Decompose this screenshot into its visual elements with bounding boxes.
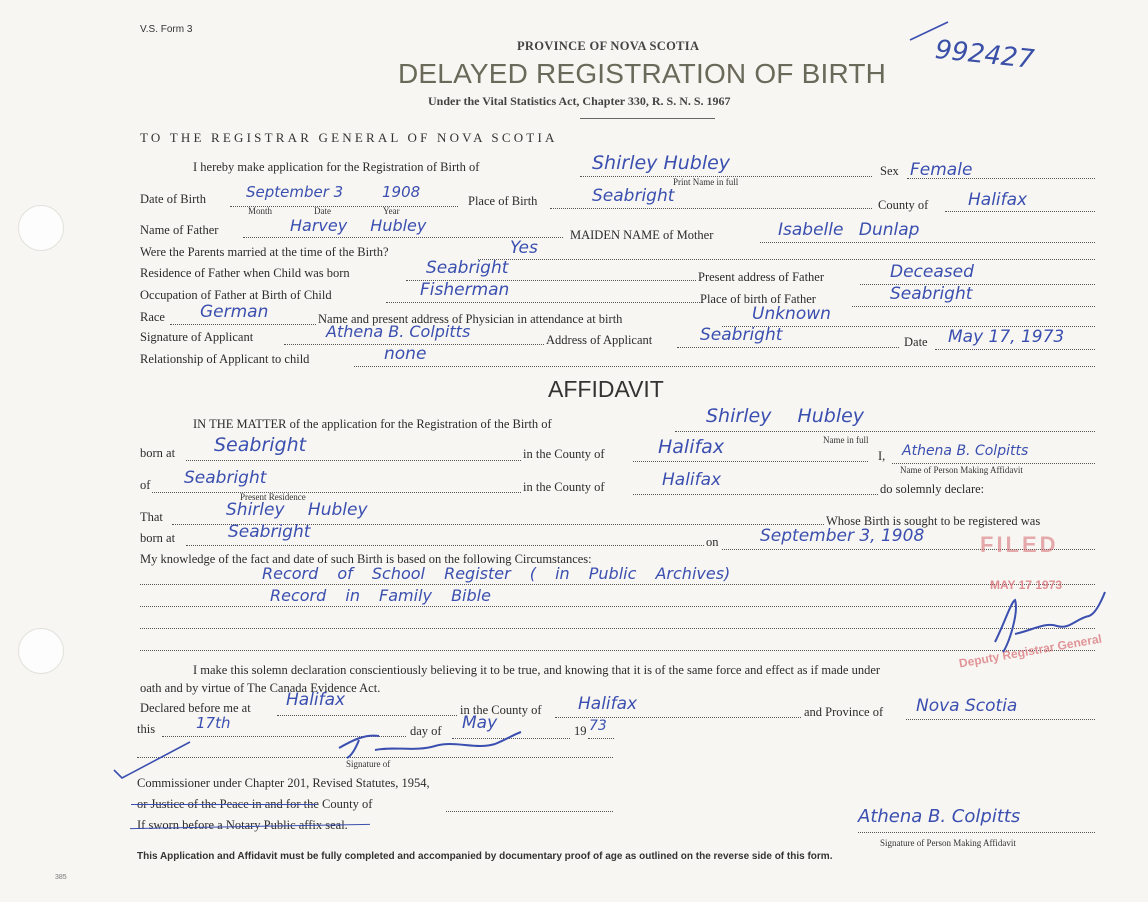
year-hint: Year xyxy=(383,206,400,216)
matter-label: IN THE MATTER of the application for the Registration of the Birth of xyxy=(193,417,552,431)
registrar-signature-icon xyxy=(985,582,1111,662)
dob-label: Date of Birth xyxy=(140,192,206,206)
father-label: Name of Father xyxy=(140,223,219,237)
solemn-line-2: oath and by virtue of The Canada Evidence Act. xyxy=(140,681,381,695)
father-birthplace-label: Place of birth of Father xyxy=(700,292,816,306)
race-label: Race xyxy=(140,310,165,324)
dotted-line xyxy=(633,494,878,495)
dotted-line xyxy=(152,492,521,493)
knowledge-label: My knowledge of the fact and date of such Birth is based on the following Circumstances: xyxy=(140,552,592,566)
dotted-line xyxy=(935,349,1095,350)
occupation-value: Fisherman xyxy=(420,280,510,300)
born-at-label: born at xyxy=(140,446,176,460)
date-label: Date xyxy=(904,335,928,349)
justice-label: or Justice of the Peace in and for the County of xyxy=(137,797,373,811)
date-hint: Date xyxy=(314,206,331,216)
day-of-label: day of xyxy=(410,724,442,738)
dotted-line xyxy=(675,431,1095,432)
dotted-line xyxy=(633,461,868,462)
sex-value: Female xyxy=(910,160,973,180)
commissioner-label: Commissioner under Chapter 201, Revised Statutes, 1954, xyxy=(137,776,430,790)
declared-label: Declared before me at xyxy=(140,701,251,715)
year-prefix: 19 xyxy=(574,724,587,738)
stamp-date: MAY 17 1973 xyxy=(990,578,1063,592)
dotted-line xyxy=(140,628,1095,629)
that-name: Shirley Hubley xyxy=(226,500,368,520)
dotted-line xyxy=(550,208,872,209)
present-residence-hint: Present Residence xyxy=(240,492,306,502)
dotted-line xyxy=(277,715,457,716)
county-value: Halifax xyxy=(658,436,725,458)
punch-hole xyxy=(18,205,64,251)
signature-of-label: Signature of xyxy=(346,759,391,769)
child-name: Shirley Hubley xyxy=(592,152,731,174)
commissioner-signature-icon xyxy=(335,728,525,760)
declarant-signature: Athena B. Colpitts xyxy=(858,806,1021,827)
county-label: in the County of xyxy=(460,703,542,717)
dotted-line xyxy=(446,811,613,812)
mother-name: Isabelle Dunlap xyxy=(778,220,920,240)
married-label: Were the Parents married at the time of the Birth? xyxy=(140,245,389,259)
day-value: 17th xyxy=(196,714,231,732)
checkmark-icon xyxy=(112,740,192,780)
dotted-line xyxy=(945,211,1095,212)
married-value: Yes xyxy=(510,238,538,258)
declare-label: do solemnly declare: xyxy=(880,482,985,496)
dotted-line xyxy=(858,832,1095,833)
declarant-name: Athena B. Colpitts xyxy=(902,443,1029,459)
intro-label: I hereby make application for the Registration of Birth of xyxy=(193,160,480,174)
of-label: of xyxy=(140,478,151,492)
affidavit-heading: AFFIDAVIT xyxy=(548,376,664,402)
occupation-label: Occupation of Father at Birth of Child xyxy=(140,288,332,302)
dotted-line xyxy=(588,738,614,739)
applicant-address-label: Address of Applicant xyxy=(546,333,653,347)
dotted-line xyxy=(354,366,1095,367)
race-value: German xyxy=(200,302,269,322)
dotted-line xyxy=(140,606,1095,607)
footer-note: This Application and Affidavit must be fully completed and accompanied by documentary proof of age as outlined on the reverse side of this form. xyxy=(137,851,833,862)
matter-name: Shirley Hubley xyxy=(706,405,865,427)
province-heading: PROVINCE OF NOVA SCOTIA xyxy=(517,39,700,53)
county-label: in the County of xyxy=(523,480,605,494)
declarant-signature-hint: Signature of Person Making Affidavit xyxy=(880,838,1016,848)
province-value: Nova Scotia xyxy=(916,696,1018,716)
application-date: May 17, 1973 xyxy=(948,327,1065,347)
province-label: and Province of xyxy=(804,705,884,719)
physician-value: Unknown xyxy=(752,304,831,324)
whose-birth-label: Whose Birth is sought to be registered was xyxy=(826,514,1041,528)
sex-label: Sex xyxy=(880,164,899,178)
mother-label: MAIDEN NAME of Mother xyxy=(570,228,714,242)
print-name-hint: Print Name in full xyxy=(673,177,739,187)
place-label: Place of Birth xyxy=(468,194,538,208)
relationship-label: Relationship of Applicant to child xyxy=(140,352,310,366)
dotted-line xyxy=(186,545,704,546)
on-label: on xyxy=(706,535,719,549)
form-number: V.S. Form 3 xyxy=(140,24,193,35)
physician-label: Name and present address of Physician in attendance at birth xyxy=(318,312,623,326)
registrar-address: TO THE REGISTRAR GENERAL OF NOVA SCOTIA xyxy=(140,130,558,145)
dotted-line xyxy=(478,259,1095,260)
father-birthplace-value: Seabright xyxy=(890,284,973,304)
dotted-line xyxy=(677,347,899,348)
serial-number: 992427 xyxy=(933,34,1036,76)
county-value: Halifax xyxy=(662,470,722,490)
circumstance-1: Record of School Register ( in Public Archives) xyxy=(262,564,731,583)
born-at-value: Seabright xyxy=(214,434,307,456)
that-label: That xyxy=(140,510,163,524)
father-name: Harvey Hubley xyxy=(290,216,427,235)
month-value: May xyxy=(462,713,498,733)
of-value: Seabright xyxy=(184,468,267,488)
county-value: Halifax xyxy=(968,190,1028,210)
dotted-line xyxy=(186,460,521,461)
dotted-line xyxy=(892,463,1095,464)
this-label: this xyxy=(137,722,156,736)
i-label: I, xyxy=(878,449,886,463)
filed-stamp: FILED xyxy=(980,532,1059,557)
declared-at: Halifax xyxy=(286,690,346,710)
form-subtitle: Under the Vital Statistics Act, Chapter 330, R. S. N. S. 1967 xyxy=(428,94,731,108)
on-date: September 3, 1908 xyxy=(760,526,925,546)
residence-label: Residence of Father when Child was born xyxy=(140,266,350,280)
place-value: Seabright xyxy=(592,186,675,206)
dob-year: 1908 xyxy=(382,183,421,201)
born-at-value: Seabright xyxy=(228,522,311,542)
dotted-line xyxy=(906,719,1095,720)
name-in-full-hint: Name in full xyxy=(823,435,869,445)
strike-line xyxy=(131,804,317,805)
county-label: County of xyxy=(878,198,929,212)
applicant-signature-label: Signature of Applicant xyxy=(140,330,254,344)
dob-month-day: September 3 xyxy=(246,183,344,201)
residence-value: Seabright xyxy=(426,258,509,278)
relationship-value: none xyxy=(384,344,427,364)
solemn-line-1: I make this solemn declaration conscientiously believing it to be true, and knowing that it is of the same force and effect as if made under xyxy=(193,663,881,677)
born-at-label: born at xyxy=(140,531,176,545)
dotted-line xyxy=(760,242,1095,243)
county-label: in the County of xyxy=(523,447,605,461)
dotted-line xyxy=(140,650,1095,651)
dotted-line xyxy=(140,584,1095,585)
declarant-hint: Name of Person Making Affidavit xyxy=(900,465,1023,475)
applicant-signature: Athena B. Colpitts xyxy=(326,322,471,341)
dotted-line xyxy=(170,324,316,325)
dotted-line xyxy=(852,306,1095,307)
declared-county: Halifax xyxy=(578,694,638,714)
stamp-role: Deputy Registrar General xyxy=(957,631,1103,671)
present-address-value: Deceased xyxy=(890,262,974,282)
year-value: 73 xyxy=(589,718,607,734)
divider xyxy=(580,118,715,119)
notary-label: If sworn before a Notary Public affix seal. xyxy=(137,818,348,832)
dotted-line xyxy=(386,302,702,303)
applicant-address: Seabright xyxy=(700,325,783,345)
present-address-label: Present address of Father xyxy=(698,270,825,284)
corner-code: 385 xyxy=(55,874,67,881)
form-title: DELAYED REGISTRATION OF BIRTH xyxy=(398,58,887,89)
punch-hole xyxy=(18,628,64,674)
circumstance-2: Record in Family Bible xyxy=(270,586,491,605)
month-hint: Month xyxy=(248,206,273,216)
